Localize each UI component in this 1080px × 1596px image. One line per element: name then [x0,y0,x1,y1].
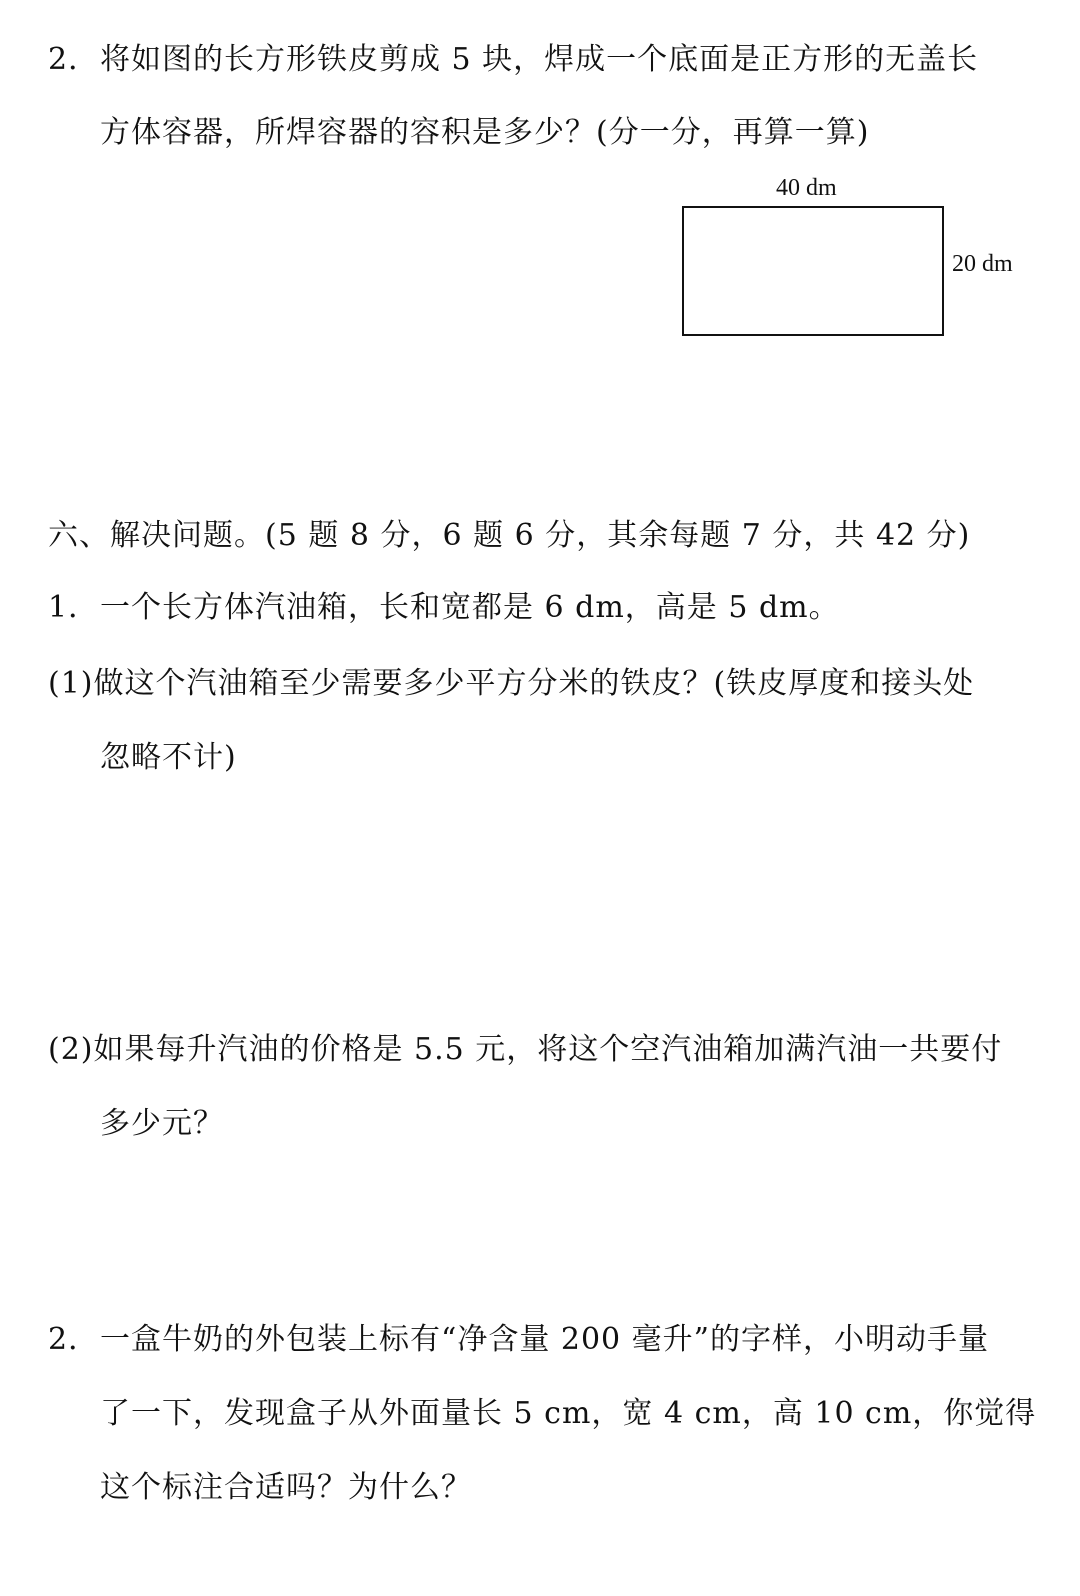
question-text: 这个标注合适吗？为什么？ [100,1470,472,1505]
sub-question-text: 忽略不计) [100,740,237,775]
figure-length-label: 40 dm [776,175,837,201]
section-heading: 六、解决问题。(5 题 8 分，6 题 6 分，其余每题 7 分，共 42 分) [48,518,971,553]
figure-width-label: 20 dm [952,251,1013,277]
question-text: 一个长方体汽油箱，长和宽都是 6 dm，高是 5 dm。 [100,590,840,625]
rectangle-figure [680,170,1060,350]
iron-sheet-rectangle [682,206,944,336]
problem-text-line: 方体容器，所焊容器的容积是多少？(分一分，再算一算) [100,115,870,150]
sub-question-text: (1)做这个汽油箱至少需要多少平方分米的铁皮？(铁皮厚度和接头处 [48,666,975,701]
question-text: 了一下，发现盒子从外面量长 5 cm，宽 4 cm，高 10 cm，你觉得 [100,1396,1037,1431]
question-number: 1． [48,590,100,625]
sub-question-text: 多少元？ [100,1106,224,1141]
problem-number: 2． [48,42,100,77]
sub-question-text: (2)如果每升汽油的价格是 5.5 元，将这个空汽油箱加满汽油一共要付 [48,1032,1003,1067]
question-number: 2． [48,1322,100,1357]
question-text: 一盒牛奶的外包装上标有“净含量 200 毫升”的字样，小明动手量 [100,1322,990,1357]
problem-text-line: 将如图的长方形铁皮剪成 5 块，焊成一个底面是正方形的无盖长 [100,42,979,77]
